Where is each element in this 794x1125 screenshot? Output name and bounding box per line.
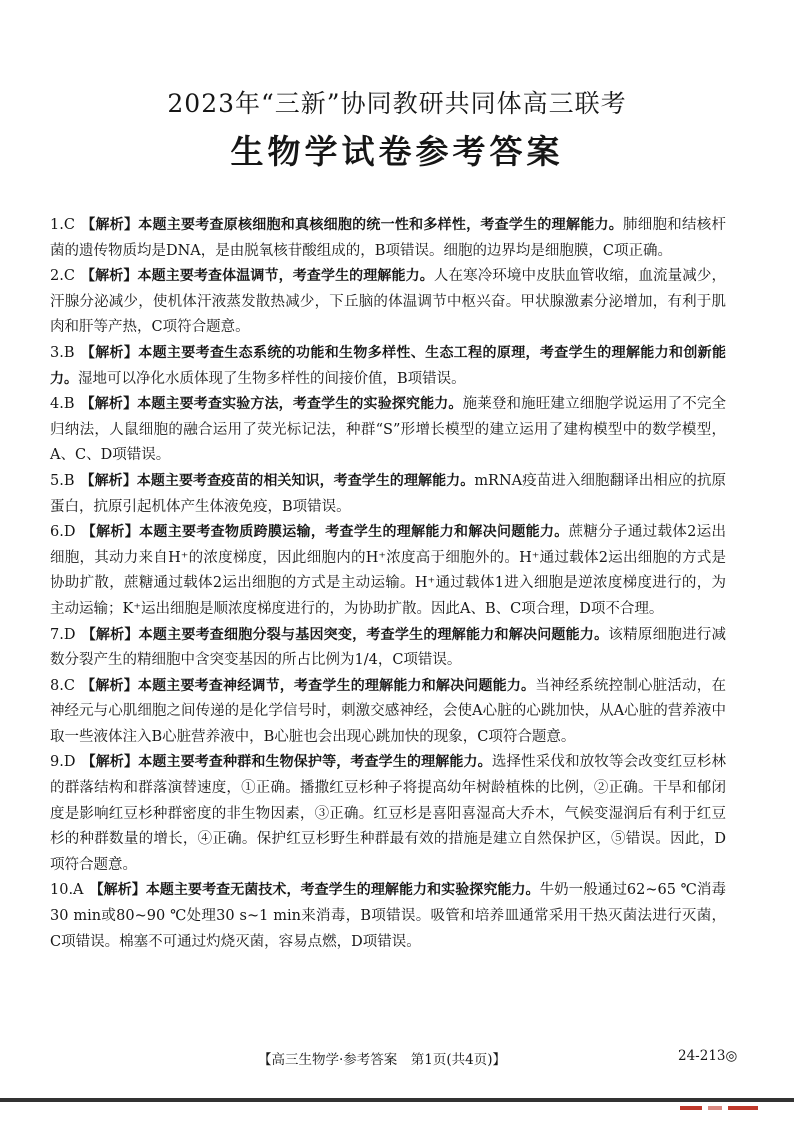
- answer-explanation: 当神经系统控制心脏活动，在神经元与心肌细胞之间传递的是化学信号时，刺激交感神经，会使A心脏的心跳加快，从A心脏的营养液中取一些液体注入B心脏营养液中，B心脏也会出现心跳加快的现象，C项符合题意。: [50, 677, 727, 745]
- answer-focus: 本题主要考查无菌技术，考查学生的理解能力和实验探究能力。: [145, 882, 540, 899]
- analysis-tag: 【解析】: [80, 677, 138, 694]
- answer-item-6: [50, 520, 726, 622]
- answer-item-3: [50, 341, 726, 392]
- answer-explanation: 肺细胞和结核杆菌的遗传物质均是DNA，是由脱氧核苷酸组成的，B项错误。细胞的边界均是细胞膜，C项正确。: [50, 217, 727, 259]
- exam-title: 2023年“三新”协同教研共同体高三联考: [167, 89, 627, 118]
- answer-focus: 本题主要考查物质跨膜运输，考查学生的理解能力和解决问题能力。: [139, 524, 569, 541]
- page-number-label: 【高三生物学·参考答案 第1页(共4页)】: [258, 1052, 507, 1068]
- answer-number: 1.C: [50, 217, 75, 233]
- analysis-tag: 【解析】: [80, 344, 139, 361]
- analysis-tag: 【解析】: [81, 626, 139, 643]
- mark-segment: [680, 1106, 702, 1110]
- answer-number: 2.C: [50, 268, 75, 285]
- analysis-tag: 【解析】: [80, 268, 138, 285]
- answer-number: 5.B: [50, 472, 75, 489]
- answer-focus: 本题主要考查细胞分裂与基因突变，考查学生的理解能力和解决问题能力。: [138, 626, 609, 643]
- answer-item-7: [50, 623, 726, 674]
- answer-focus: 本题主要考查生态系统的功能和生物多样性、生态工程的原理，考查学生的理解能力和创新能力。: [50, 344, 727, 387]
- page-footer: [0, 1044, 794, 1068]
- answer-explanation: 该精原细胞进行减数分裂产生的精细胞中含突变基因的所占比例为1/4，C项错误。: [50, 626, 727, 669]
- answer-number: 7.D: [50, 626, 76, 643]
- answer-item-2: [50, 264, 726, 341]
- bottom-border-line: [0, 1098, 794, 1102]
- answer-item-4: [50, 392, 726, 469]
- answer-number: 4.B: [50, 396, 75, 413]
- analysis-tag: 【解析】: [80, 472, 137, 489]
- answer-item-1: [50, 213, 726, 264]
- answer-explanation: 施莱登和施旺建立细胞学说运用了不完全归纳法，人鼠细胞的融合运用了荧光标记法，种群“S”形增长模型的建立运用了建构模型中的数学模型，A、C、D项错误。: [50, 396, 727, 464]
- answer-focus: 本题主要考查原核细胞和真核细胞的统一性和多样性，考查学生的理解能力。: [138, 217, 623, 233]
- answer-item-9: [50, 750, 726, 878]
- analysis-tag: 【解析】: [80, 396, 138, 413]
- answer-number: 8.C: [50, 677, 75, 694]
- analysis-tag: 【解析】: [89, 882, 146, 899]
- answer-number: 10.A: [50, 882, 84, 899]
- document-title: 生物学试卷参考答案: [230, 132, 564, 171]
- answer-focus: 本题主要考查实验方法，考查学生的实验探究能力。: [137, 396, 463, 413]
- answer-explanation: 湿地可以净化水质体现了生物多样性的间接价值，B项错误。: [78, 370, 466, 387]
- answer-explanation: 蔗糖分子通过载体2运出细胞，其动力来自H⁺的浓度梯度，因此细胞内的H⁺浓度高于细胞外的。H⁺通过载体2运出细胞的方式是协助扩散，蔗糖通过载体2运出细胞的方式是主动运输。H⁺通过载体1进入细胞是逆浓度梯度进行的，为主动运输；K⁺运出细胞是顺浓度梯度进行的，为协助扩散。因此A、B、C项合理，D项不合理。: [50, 524, 726, 617]
- watermark-icon: [680, 1106, 780, 1112]
- answer-focus: 本题主要考查种群和生物保护等，考查学生的理解能力。: [138, 754, 492, 771]
- analysis-tag: 【解析】: [81, 754, 139, 771]
- answer-number: 6.D: [50, 524, 76, 541]
- analysis-tag: 【解析】: [80, 217, 139, 233]
- mark-segment: [708, 1106, 722, 1110]
- answer-list: [50, 213, 726, 955]
- answer-number: 3.B: [50, 344, 75, 361]
- answer-focus: 本题主要考查疫苗的相关知识，考查学生的理解能力。: [136, 472, 475, 489]
- answer-item-8: [50, 674, 726, 751]
- answer-item-10: [50, 878, 726, 955]
- answer-number: 9.D: [50, 754, 76, 771]
- document-code: 24-213◎: [678, 1048, 738, 1064]
- answer-focus: 本题主要考查体温调节，考查学生的理解能力。: [137, 268, 434, 285]
- answer-explanation: 选择性采伐和放牧等会改变红豆杉林的群落结构和群落演替速度，①正确。播撒红豆杉种子将提高幼年树龄植株的比例，②正确。干旱和郁闭度是影响红豆杉种群密度的非生物因素，③正确。红豆杉是喜阳喜湿高大乔木，气候变湿润后有利于红豆杉的种群数量的增长，④正确。保护红豆杉野生种群最有效的措施是建立自然保护区，⑤错误。因此，D项符合题意。: [50, 754, 727, 873]
- answer-explanation: 牛奶一般通过62~65 ℃消毒30 min或80~90 ℃处理30 s~1 min来消毒，B项错误。吸管和培养皿通常采用干热灭菌法进行灭菌，C项错误。棉塞不可通过灼烧灭菌，容易点燃，D项错误。: [50, 882, 726, 950]
- answer-item-5: [50, 469, 726, 520]
- answer-explanation: 人在寒冷环境中皮肤血管收缩，血流量减少，汗腺分泌减少，使机体汗液蒸发散热减少，下丘脑的体温调节中枢兴奋。甲状腺激素分泌增加，有利于肌肉和肝等产热，C项符合题意。: [50, 268, 727, 336]
- answer-explanation: mRNA疫苗进入细胞翻译出相应的抗原蛋白，抗原引起机体产生体液免疫，B项错误。: [50, 472, 727, 515]
- mark-segment: [728, 1106, 758, 1110]
- answer-focus: 本题主要考查神经调节，考查学生的理解能力和解决问题能力。: [137, 677, 536, 694]
- analysis-tag: 【解析】: [81, 524, 140, 541]
